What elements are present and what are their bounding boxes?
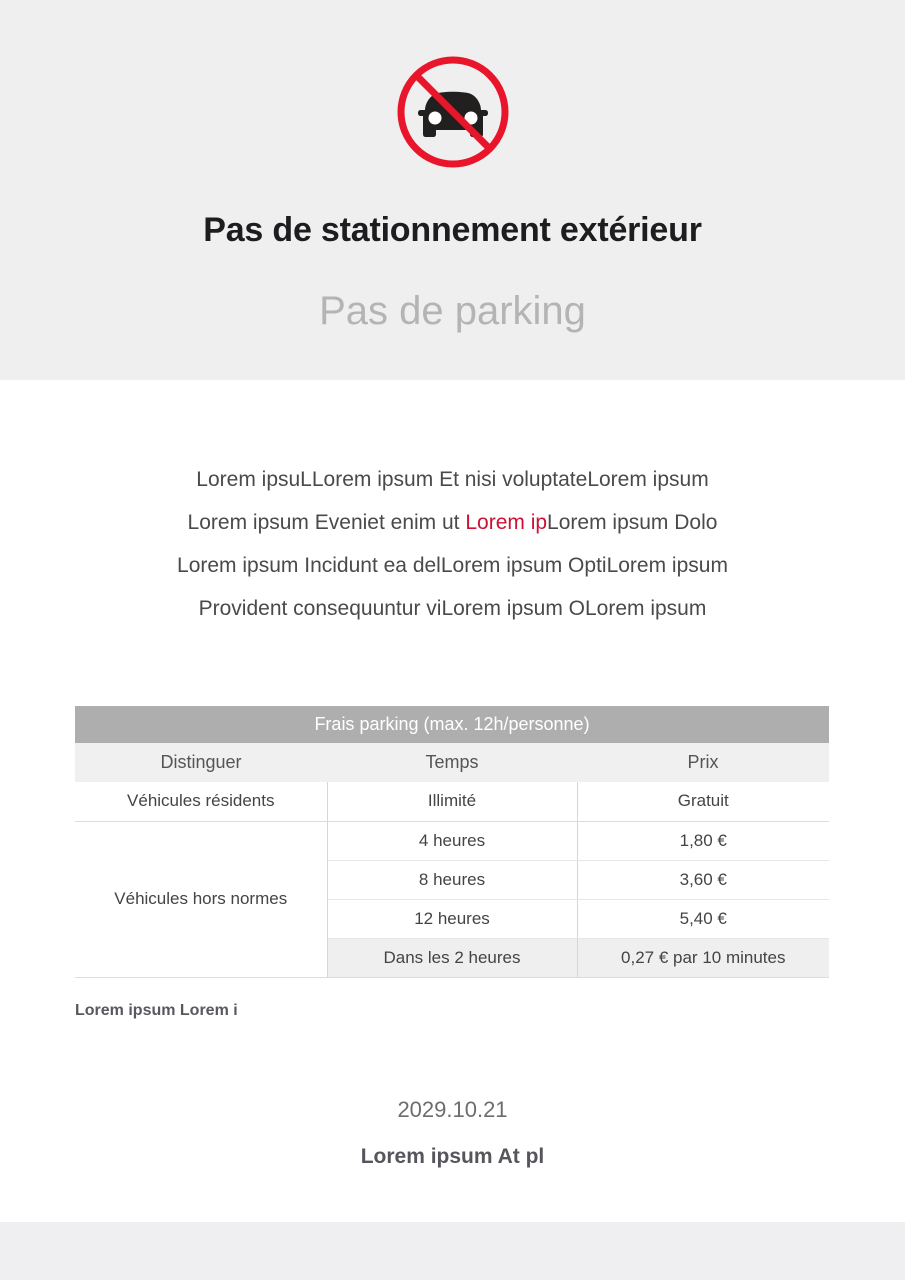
cell-time: 12 heures [327,899,577,938]
cell-category: Véhicules hors normes [75,821,327,977]
column-header-temps: Temps [327,743,577,782]
signature-name: Lorem ipsum At pl [360,1145,545,1168]
intro-line-3: Lorem ipsum Incidunt ea delLorem ipsum OptiLorem ipsum [177,554,728,577]
page-title: Pas de stationnement extérieur [203,211,702,249]
cell-price: Gratuit [577,782,829,821]
cell-price: 5,40 € [577,899,829,938]
cell-time: 8 heures [327,860,577,899]
parking-fee-table [75,706,829,978]
cell-price: 3,60 € [577,860,829,899]
intro-line-1: Lorem ipsuLLorem ipsum Et nisi voluptateLorem ipsum [196,468,709,491]
page-subtitle: Pas de parking [319,289,586,333]
intro-line-2-pre: Lorem ipsum Eveniet enim ut [187,511,466,534]
cell-price: 1,80 € [577,821,829,860]
cell-price: 0,27 € par 10 minutes [577,938,829,977]
header-icon-container [0,52,905,172]
header-band [0,0,905,380]
signature-date: 2029.10.21 [397,1097,508,1122]
intro-highlight: Lorem ip [465,511,548,534]
intro-line-4: Provident consequuntur viLorem ipsum OLorem ipsum [198,597,707,620]
table-row [75,821,829,860]
cell-time: 4 heures [327,821,577,860]
table-caption-row [75,706,829,743]
cell-time: Illimité [327,782,577,821]
column-header-prix: Prix [577,743,829,782]
table-header-row [75,743,829,782]
cell-time: Dans les 2 heures [327,938,577,977]
table-row [75,782,829,821]
cell-category: Véhicules résidents [75,782,327,821]
intro-paragraph [0,458,905,630]
footer-band [0,1222,905,1280]
table-caption: Frais parking (max. 12h/personne) [75,706,829,743]
column-header-distinguer: Distinguer [75,743,327,782]
intro-line-2-post: Lorem ipsum Dolo [547,511,718,534]
no-parking-car-icon [393,52,513,172]
table-note: Lorem ipsum Lorem i [75,1002,238,1019]
